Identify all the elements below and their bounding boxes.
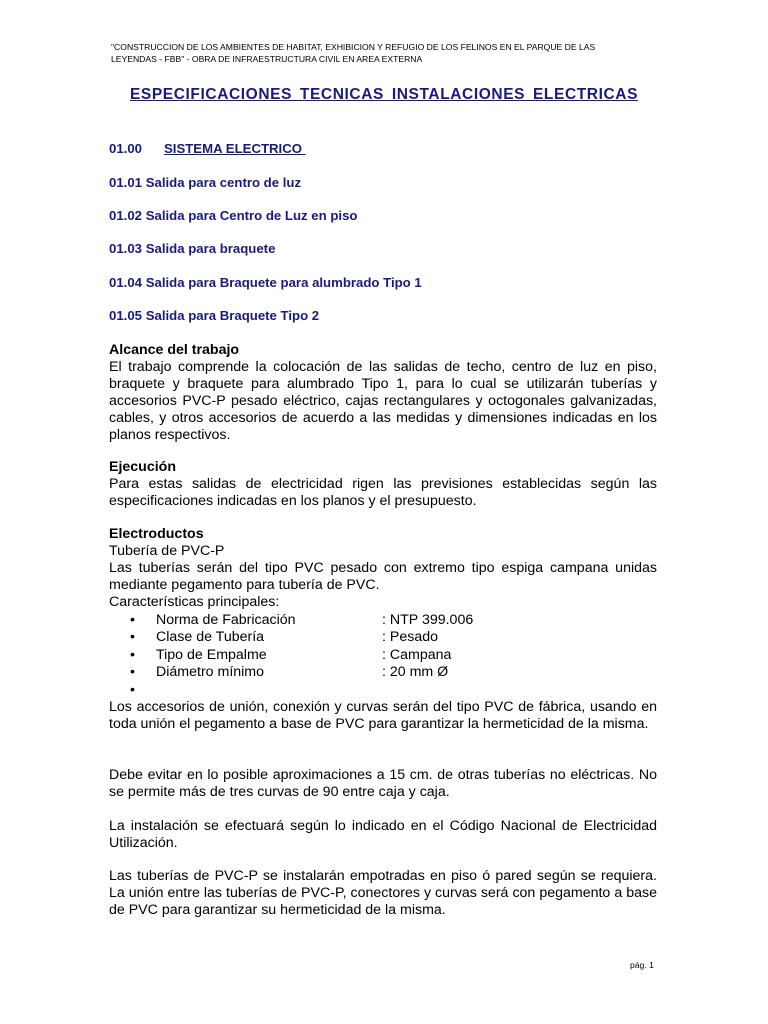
bullet-icon: • bbox=[130, 646, 135, 663]
section-heading-01-01 bbox=[109, 175, 301, 190]
characteristic-value: : NTP 399.006 bbox=[382, 612, 474, 628]
section-heading-01-02 bbox=[109, 208, 357, 223]
section-name: SISTEMA ELECTRICO bbox=[164, 141, 306, 156]
section-name: Salida para Braquete para alumbrado Tipo 1 bbox=[145, 275, 422, 290]
section-name: Salida para centro de luz bbox=[145, 175, 302, 190]
document-title: ESPECIFICACIONES TECNICAS INSTALACIONES ELECTRICAS bbox=[129, 86, 639, 103]
section-name: Salida para braquete bbox=[145, 241, 276, 256]
list-item bbox=[109, 612, 657, 629]
characteristic-value: : Pesado bbox=[382, 629, 439, 646]
characteristic-label: Tipo de Empalme bbox=[156, 646, 267, 663]
bullet-icon: • bbox=[130, 664, 135, 681]
section-code: 01.03 bbox=[109, 241, 143, 256]
section-heading-01-00 bbox=[109, 141, 306, 156]
alcance-heading: Alcance del trabajo bbox=[109, 342, 240, 358]
header-note-line-2: LEYENDAS - FBB" - OBRA DE INFRAESTRUCTURA CIVIL EN AREA EXTERNA bbox=[111, 54, 423, 64]
aproximaciones-paragraph: Debe evitar en lo posible aproximaciones a 15 cm. de otras tuberías no eléctricas. No se permite más de tres curvas de 90 entre caja y caja. bbox=[109, 767, 657, 800]
characteristic-label: Norma de Fabricación bbox=[156, 612, 296, 628]
caracteristicas-label: Características principales: bbox=[109, 594, 280, 610]
electroductos-heading: Electroductos bbox=[109, 526, 204, 542]
section-name: Salida para Braquete Tipo 2 bbox=[145, 308, 320, 323]
section-code: 01.01 bbox=[109, 175, 143, 190]
alcance-paragraph: El trabajo comprende la colocación de las salidas de techo, centro de luz en piso, braquete y braquete para alumbrado Tipo 1, para lo cual se utilizarán tuberías y accesorios PVC-P pesado eléctrico, cajas rectangulares y octogonales galvanizadas, cables, y otros accesorios de acuerdo a las medidas y dimensiones indicadas en los planos respectivos. bbox=[109, 359, 657, 443]
section-heading-01-05 bbox=[109, 308, 319, 323]
section-code: 01.04 bbox=[109, 275, 143, 290]
characteristic-value: : Campana bbox=[382, 646, 452, 663]
characteristics-list bbox=[109, 612, 657, 699]
alcance-block bbox=[109, 342, 657, 444]
bullet-icon: • bbox=[130, 612, 135, 628]
ejecucion-paragraph: Para estas salidas de electricidad rigen las previsiones establecidas según las especificaciones indicadas en los planos y el presupuesto. bbox=[109, 476, 657, 509]
characteristic-label: Diámetro mínimo bbox=[156, 664, 265, 681]
electroductos-subheading: Tubería de PVC-P bbox=[109, 543, 225, 559]
ejecucion-heading: Ejecución bbox=[109, 459, 177, 475]
section-code: 01.05 bbox=[109, 308, 143, 323]
ejecucion-block bbox=[109, 459, 657, 510]
electroductos-paragraph: Las tuberías serán del tipo PVC pesado con extremo tipo espiga campana unidas mediante pegamento para tubería de PVC. bbox=[109, 560, 657, 593]
section-code: 01.02 bbox=[109, 208, 143, 223]
list-item bbox=[109, 629, 657, 646]
bullet-icon: • bbox=[130, 629, 135, 646]
section-heading-01-03 bbox=[109, 241, 275, 256]
header-note-line-1: "CONSTRUCCION DE LOS AMBIENTES DE HABITAT, EXHIBICION Y REFUGIO DE LOS FELINOS EN EL PARQUE DE LAS bbox=[111, 42, 596, 52]
project-header-note bbox=[111, 41, 671, 65]
characteristic-value: : 20 mm Ø bbox=[382, 664, 449, 681]
list-item bbox=[109, 682, 657, 699]
section-code: 01.00 bbox=[109, 141, 143, 156]
electroductos-block bbox=[109, 526, 657, 611]
section-heading-01-04 bbox=[109, 275, 422, 290]
codigo-nacional-paragraph: La instalación se efectuará según lo indicado en el Código Nacional de Electricidad Utilización. bbox=[109, 818, 657, 851]
page-number: pág. 1 bbox=[630, 960, 654, 970]
list-item bbox=[109, 664, 657, 681]
accesorios-paragraph: Los accesorios de unión, conexión y curvas serán del tipo PVC de fábrica, usando en toda unión el pegamento a base de PVC para garantizar la hermeticidad de la misma. bbox=[109, 699, 657, 732]
empotradas-paragraph: Las tuberías de PVC-P se instalarán empotradas en piso ó pared según se requiera. La unión entre las tuberías de PVC-P, conectores y curvas será con pegamento a base de PVC para garantizar su hermeticidad de la misma. bbox=[109, 868, 657, 918]
characteristic-label: Clase de Tubería bbox=[156, 629, 265, 646]
bullet-icon: • bbox=[130, 681, 135, 698]
section-name: Salida para Centro de Luz en piso bbox=[145, 208, 358, 223]
list-item bbox=[109, 647, 657, 664]
